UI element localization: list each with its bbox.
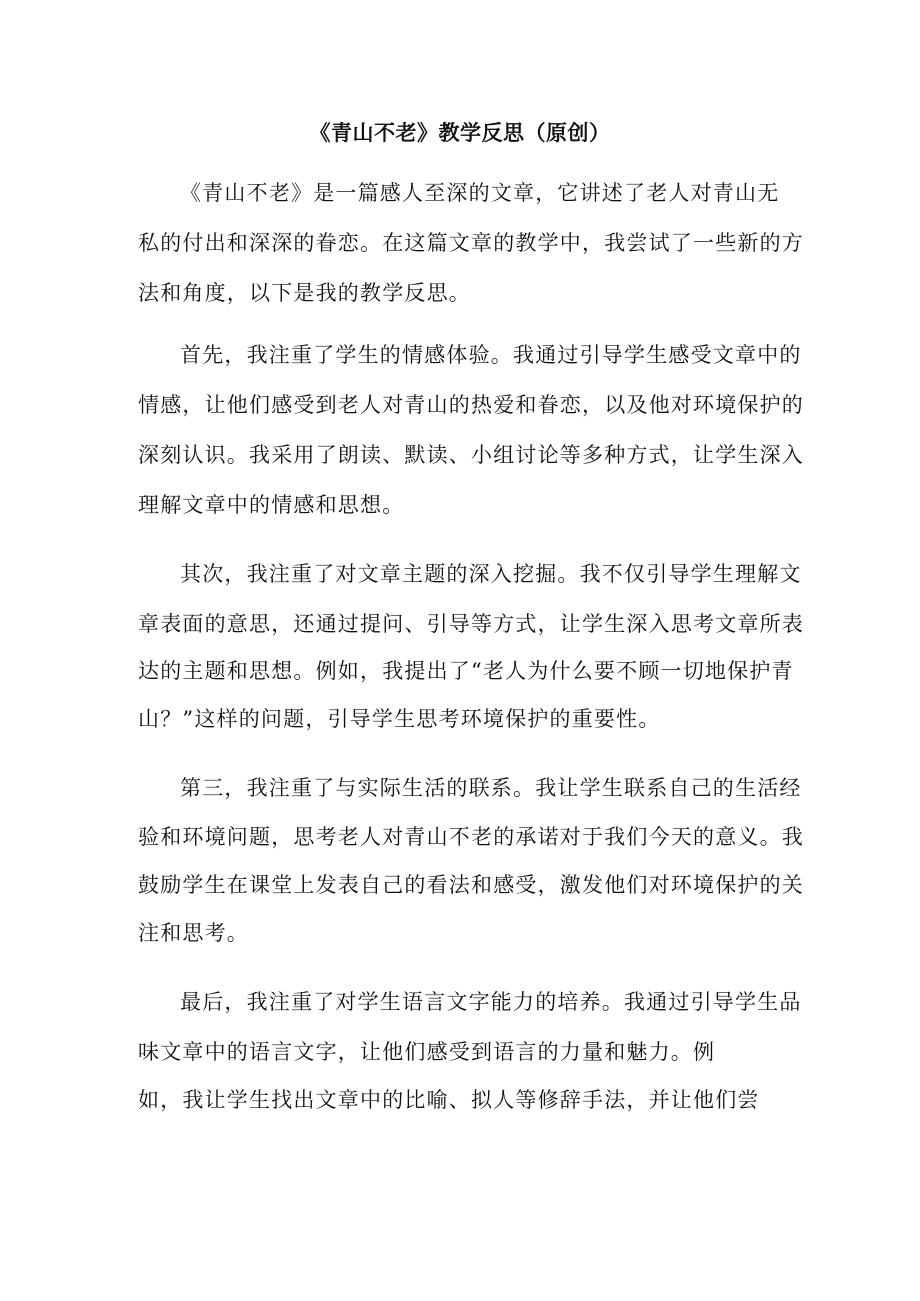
paragraph-2-line-2: 情感，让他们感受到老人对青山的热爱和眷恋，以及他对环境保护的 [138, 393, 804, 417]
paragraph-5-line-1: 最后，我注重了对学生语言文字能力的培养。我通过引导学生品 [180, 990, 802, 1014]
paragraph-1-line-3: 法和角度，以下是我的教学反思。 [138, 281, 471, 305]
paragraph-5-line-3: 如，我让学生找出文章中的比喻、拟人等修辞手法，并让他们尝 [138, 1088, 760, 1112]
paragraph-5-line-2: 味文章中的语言文字，让他们感受到语言的力量和魅力。例 [138, 1040, 716, 1064]
paragraph-3-line-1: 其次，我注重了对文章主题的深入挖掘。我不仅引导学生理解文 [180, 562, 802, 586]
paragraph-2-line-1: 首先，我注重了学生的情感体验。我通过引导学生感受文章中的 [180, 343, 802, 367]
paragraph-2-line-3: 深刻认识。我采用了朗读、默读、小组讨论等多种方式，让学生深入 [138, 443, 804, 467]
paragraph-3-line-3: 达的主题和思想。例如，我提出了“老人为什么要不顾一切地保护青 [138, 659, 794, 683]
paragraph-4-line-4: 注和思考。 [138, 921, 249, 945]
paragraph-4-line-3: 鼓励学生在课堂上发表自己的看法和感受，激发他们对环境保护的关 [138, 873, 804, 897]
paragraph-3-line-4: 山？”这样的问题，引导学生思考环境保护的重要性。 [138, 707, 661, 731]
paragraph-4-line-1: 第三，我注重了与实际生活的联系。我让学生联系自己的生活经 [180, 776, 802, 800]
paragraph-3-line-2: 章表面的意思，还通过提问、引导等方式，让学生深入思考文章所表 [138, 612, 804, 636]
paragraph-1-line-2: 私的付出和深深的眷恋。在这篇文章的教学中，我尝试了一些新的方 [138, 231, 804, 255]
paragraph-1-line-1: 《青山不老》是一篇感人至深的文章，它讲述了老人对青山无 [180, 181, 780, 205]
paragraph-4-line-2: 验和环境问题，思考老人对青山不老的承诺对于我们今天的意义。我 [138, 825, 804, 849]
document-title: 《青山不老》教学反思（原创） [309, 120, 611, 145]
paragraph-2-line-4: 理解文章中的情感和思想。 [138, 493, 405, 517]
